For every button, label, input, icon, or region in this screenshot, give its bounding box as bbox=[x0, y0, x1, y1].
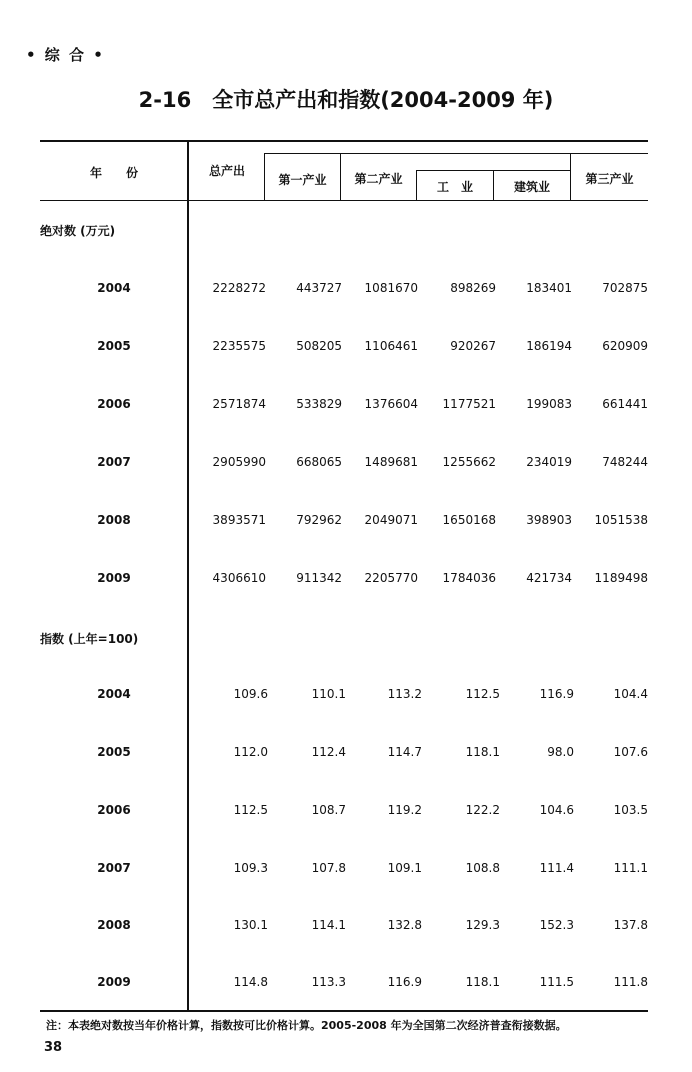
value-cell: 186194 bbox=[526, 339, 572, 353]
year-cell: 2005 bbox=[97, 745, 131, 759]
value-cell: 4306610 bbox=[212, 571, 266, 585]
value-cell: 113.2 bbox=[387, 687, 422, 701]
value-cell: 103.5 bbox=[613, 803, 648, 817]
header-total: 总产出 bbox=[208, 164, 245, 178]
value-cell: 108.8 bbox=[465, 861, 500, 875]
header-tertiary: 第三产业 bbox=[585, 172, 634, 186]
value-cell: 111.8 bbox=[613, 975, 648, 989]
value-cell: 1051538 bbox=[594, 513, 648, 527]
value-cell: 1189498 bbox=[594, 571, 648, 585]
table-row bbox=[40, 394, 648, 414]
value-cell: 119.2 bbox=[387, 803, 422, 817]
value-cell: 2205770 bbox=[364, 571, 418, 585]
value-cell: 1650168 bbox=[442, 513, 496, 527]
header-bottom-rule bbox=[40, 200, 648, 201]
value-cell: 1376604 bbox=[364, 397, 418, 411]
top-rule bbox=[40, 140, 648, 142]
group-rule bbox=[264, 153, 648, 154]
value-cell: 2049071 bbox=[364, 513, 418, 527]
value-cell: 118.1 bbox=[465, 975, 500, 989]
year-cell: 2006 bbox=[97, 397, 131, 411]
table-row bbox=[40, 742, 648, 762]
value-cell: 421734 bbox=[526, 571, 572, 585]
value-cell: 2571874 bbox=[212, 397, 266, 411]
value-cell: 113.3 bbox=[311, 975, 346, 989]
header-secondary: 第二产业 bbox=[354, 172, 403, 186]
value-cell: 108.7 bbox=[311, 803, 346, 817]
value-cell: 620909 bbox=[602, 339, 648, 353]
year-cell: 2004 bbox=[97, 281, 131, 295]
value-cell: 118.1 bbox=[465, 745, 500, 759]
value-cell: 1081670 bbox=[364, 281, 418, 295]
value-cell: 533829 bbox=[296, 397, 342, 411]
value-cell: 116.9 bbox=[387, 975, 422, 989]
section-tag: • 综 合 • bbox=[26, 46, 105, 64]
value-cell: 111.1 bbox=[613, 861, 648, 875]
value-cell: 1106461 bbox=[364, 339, 418, 353]
bottom-rule bbox=[40, 1010, 648, 1012]
value-cell: 661441 bbox=[602, 397, 648, 411]
value-cell: 112.4 bbox=[311, 745, 346, 759]
year-cell: 2007 bbox=[97, 861, 131, 875]
value-cell: 111.5 bbox=[539, 975, 574, 989]
section-label: 指数 (上年=100) bbox=[40, 632, 139, 646]
value-cell: 109.6 bbox=[233, 687, 268, 701]
table-row bbox=[40, 858, 648, 878]
value-cell: 137.8 bbox=[613, 918, 648, 932]
year-cell: 2009 bbox=[97, 571, 131, 585]
value-cell: 104.4 bbox=[613, 687, 648, 701]
value-cell: 129.3 bbox=[465, 918, 500, 932]
value-cell: 109.3 bbox=[233, 861, 268, 875]
value-cell: 2235575 bbox=[212, 339, 266, 353]
value-cell: 702875 bbox=[602, 281, 648, 295]
value-cell: 109.1 bbox=[387, 861, 422, 875]
table-row bbox=[40, 278, 648, 298]
value-cell: 911342 bbox=[296, 571, 342, 585]
value-cell: 104.6 bbox=[539, 803, 574, 817]
value-cell: 199083 bbox=[526, 397, 572, 411]
page-number: 38 bbox=[44, 1040, 63, 1055]
value-cell: 668065 bbox=[296, 455, 342, 469]
value-cell: 1489681 bbox=[364, 455, 418, 469]
value-cell: 443727 bbox=[296, 281, 342, 295]
value-cell: 114.1 bbox=[311, 918, 346, 932]
value-cell: 114.8 bbox=[233, 975, 268, 989]
value-cell: 792962 bbox=[296, 513, 342, 527]
value-cell: 107.8 bbox=[311, 861, 346, 875]
table-row bbox=[40, 452, 648, 472]
value-cell: 98.0 bbox=[547, 745, 574, 759]
table-row bbox=[40, 800, 648, 820]
value-cell: 1784036 bbox=[442, 571, 496, 585]
value-cell: 112.0 bbox=[233, 745, 268, 759]
year-cell: 2009 bbox=[97, 975, 131, 989]
value-cell: 111.4 bbox=[539, 861, 574, 875]
value-cell: 234019 bbox=[526, 455, 572, 469]
year-cell: 2008 bbox=[97, 918, 131, 932]
table-row bbox=[40, 336, 648, 356]
value-cell: 130.1 bbox=[233, 918, 268, 932]
header-industry: 工 业 bbox=[436, 180, 473, 194]
table-title: 2-16 全市总产出和指数(2004-2009 年) bbox=[138, 88, 554, 112]
year-cell: 2004 bbox=[97, 687, 131, 701]
value-cell: 132.8 bbox=[387, 918, 422, 932]
section-label: 绝对数 (万元) bbox=[40, 224, 116, 238]
header-year: 年 份 bbox=[89, 166, 138, 180]
value-cell: 110.1 bbox=[311, 687, 346, 701]
value-cell: 748244 bbox=[602, 455, 648, 469]
value-cell: 898269 bbox=[450, 281, 496, 295]
table-row bbox=[40, 568, 648, 588]
table-row bbox=[40, 684, 648, 704]
data-table bbox=[40, 140, 648, 1012]
value-cell: 114.7 bbox=[387, 745, 422, 759]
value-cell: 122.2 bbox=[465, 803, 500, 817]
value-cell: 1177521 bbox=[442, 397, 496, 411]
table-row bbox=[40, 972, 648, 992]
header-primary: 第一产业 bbox=[278, 173, 327, 187]
value-cell: 183401 bbox=[526, 281, 572, 295]
header-construction: 建筑业 bbox=[513, 180, 550, 194]
year-cell: 2005 bbox=[97, 339, 131, 353]
value-cell: 107.6 bbox=[613, 745, 648, 759]
year-cell: 2006 bbox=[97, 803, 131, 817]
value-cell: 112.5 bbox=[465, 687, 500, 701]
table-row bbox=[40, 915, 648, 935]
value-cell: 116.9 bbox=[539, 687, 574, 701]
value-cell: 508205 bbox=[296, 339, 342, 353]
value-cell: 152.3 bbox=[539, 918, 574, 932]
year-cell: 2008 bbox=[97, 513, 131, 527]
value-cell: 3893571 bbox=[212, 513, 266, 527]
year-cell: 2007 bbox=[97, 455, 131, 469]
value-cell: 398903 bbox=[526, 513, 572, 527]
footnote: 注：本表绝对数按当年价格计算，指数按可比价格计算。2005-2008 年为全国第二次经济普查衔接数据。 bbox=[46, 1019, 567, 1032]
value-cell: 2228272 bbox=[212, 281, 266, 295]
value-cell: 112.5 bbox=[233, 803, 268, 817]
value-cell: 2905990 bbox=[212, 455, 266, 469]
table-row bbox=[40, 510, 648, 530]
value-cell: 920267 bbox=[450, 339, 496, 353]
value-cell: 1255662 bbox=[442, 455, 496, 469]
